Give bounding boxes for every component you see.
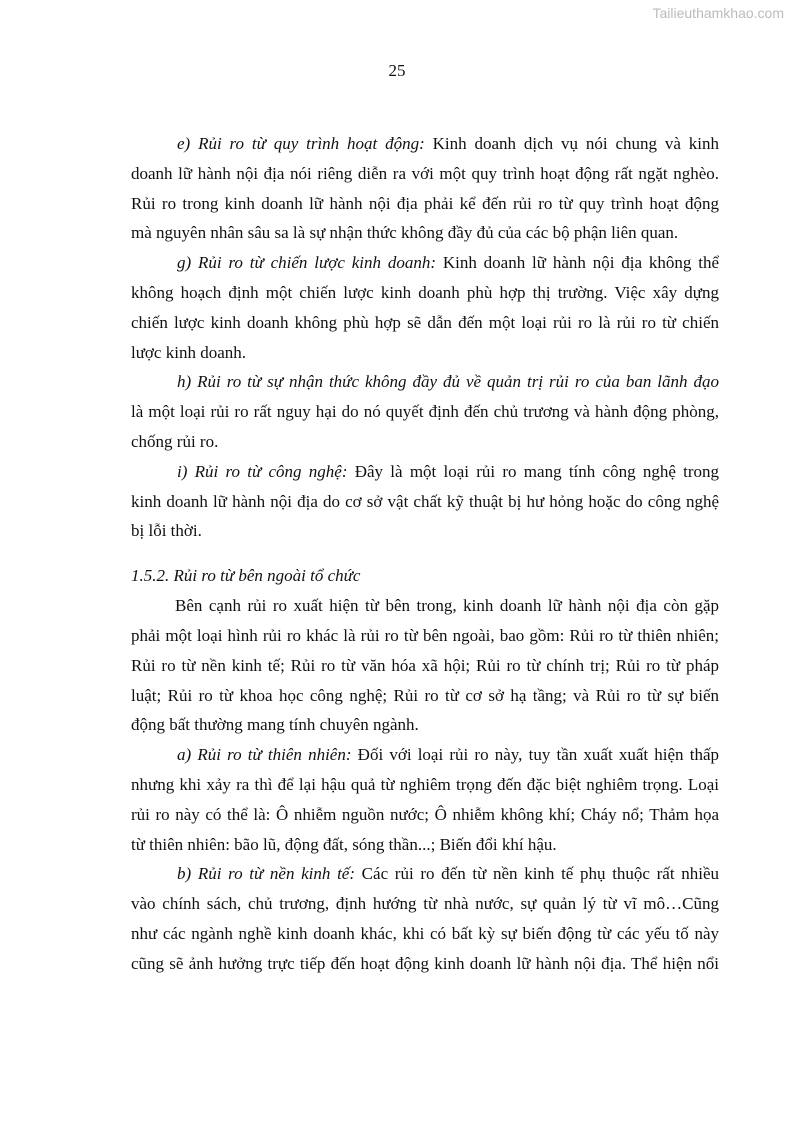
text-line (131, 218, 719, 248)
paragraph-text: Kinh doanh lữ hành nội địa không thể (435, 253, 719, 273)
paragraph-lead: h) Rủi ro từ sự nhận thức không đầy đủ về quản trị rủi ro của ban lãnh đạo (177, 372, 719, 392)
paragraph-text: doanh lữ hành nội địa nói riêng diễn ra với một quy trình hoạt động rất ngặt nghèo. (131, 163, 719, 183)
text-line (131, 427, 719, 457)
paragraph-text: chống rủi ro. (131, 431, 219, 451)
paragraph-text: vào chính sách, chủ trương, định hướng từ nhà nước, sự quản lý từ vĩ mô…Cũng (131, 894, 719, 914)
text-line (131, 859, 719, 889)
section-heading: 1.5.2. Rủi ro từ bên ngoài tổ chức (131, 566, 361, 586)
paragraph-text: rủi ro này có thể là: Ô nhiễm nguồn nước; Ô nhiễm không khí; Cháy nổ; Thảm họa (131, 804, 719, 824)
paragraph-text: từ thiên nhiên: bão lũ, động đất, sóng thần...; Biến đổi khí hậu. (131, 834, 557, 854)
document-body (131, 129, 719, 979)
paragraph (131, 457, 719, 546)
paragraph-text: là một loại rủi ro rất nguy hại do nó quyết định đến chủ trương và hành động phòng, (131, 402, 719, 422)
paragraph (131, 129, 719, 248)
page-number: 25 (388, 61, 406, 80)
text-line (131, 457, 719, 487)
paragraph-text: phải một loại hình rủi ro khác là rủi ro từ bên ngoài, bao gồm: Rủi ro từ thiên nhiên; (131, 625, 719, 645)
paragraph-text: chiến lược kinh doanh không phù hợp sẽ dẫn đến một loại rủi ro là rủi ro từ chiến (131, 312, 719, 332)
text-line (131, 487, 719, 517)
paragraph (131, 859, 719, 978)
paragraph-text: mà nguyên nhân sâu sa là sự nhận thức không đầy đủ của các bộ phận liên quan. (131, 223, 679, 243)
text-line (131, 367, 719, 397)
paragraph-text: Các rủi ro đến từ nền kinh tế phụ thuộc rất nhiều (355, 864, 719, 884)
paragraph-lead: b) Rủi ro từ nền kinh tế: (177, 864, 356, 884)
paragraph-text: không hoạch định một chiến lược kinh doanh phù hợp thị trường. Việc xây dựng (131, 282, 719, 302)
text-line (131, 889, 719, 919)
text-line (131, 189, 719, 219)
text-line (131, 397, 719, 427)
paragraph-lead: a) Rủi ro từ thiên nhiên: (177, 745, 352, 765)
watermark: Tailieuthamkhao.com (652, 5, 784, 21)
paragraph-text: bị lỗi thời. (131, 521, 202, 541)
text-line (131, 159, 719, 189)
paragraph-text: Rủi ro từ nền kinh tế; Rủi ro từ văn hóa xã hội; Rủi ro từ chính trị; Rủi ro từ pháp (131, 655, 719, 675)
text-line (131, 681, 719, 711)
paragraph-text: lược kinh doanh. (131, 342, 246, 362)
paragraph (131, 740, 719, 859)
paragraph (131, 591, 719, 740)
paragraph-text: luật; Rủi ro từ khoa học công nghệ; Rủi ro từ cơ sở hạ tầng; và Rủi ro từ sự biến (131, 685, 719, 705)
paragraph-lead: g) Rủi ro từ chiến lược kinh doanh: (177, 253, 436, 273)
paragraph (131, 248, 719, 367)
text-line (131, 651, 719, 681)
paragraph-text: như các ngành nghề kinh doanh khác, khi có bất kỳ sự biến động từ các yếu tố này (131, 923, 719, 943)
paragraph-text: Đối với loại rủi ro này, tuy tần xuất xuất hiện thấp (351, 745, 719, 765)
paragraph-text: kinh doanh lữ hành nội địa do cơ sở vật chất kỹ thuật bị hư hỏng hoặc do công nghệ (131, 491, 719, 511)
text-line (131, 800, 719, 830)
text-line (131, 591, 719, 621)
text-line (131, 129, 719, 159)
text-line (131, 919, 719, 949)
spacer (131, 546, 719, 561)
text-line (131, 338, 719, 368)
text-line (131, 621, 719, 651)
paragraph-text: nhưng khi xảy ra thì để lại hậu quả từ nghiêm trọng đến đặc biệt nghiêm trọng. Loại (131, 774, 719, 794)
text-line (131, 770, 719, 800)
text-line (131, 830, 719, 860)
paragraph-text: Đây là một loại rủi ro mang tính công nghệ trong (347, 461, 719, 481)
paragraph (131, 367, 719, 456)
text-line (131, 278, 719, 308)
paragraph-text: cũng sẽ ảnh hưởng trực tiếp đến hoạt động kinh doanh lữ hành nội địa. Thể hiện nổi (131, 953, 719, 973)
text-line (131, 248, 719, 278)
text-line (131, 516, 719, 546)
paragraph-text: động bất thường mang tính chuyên ngành. (131, 715, 419, 735)
text-line (131, 949, 719, 979)
paragraph-text: Bên cạnh rủi ro xuất hiện từ bên trong, kinh doanh lữ hành nội địa còn gặp (175, 596, 719, 616)
paragraph-lead: i) Rủi ro từ công nghệ: (177, 461, 348, 481)
paragraph-text: Kinh doanh dịch vụ nói chung và kinh (424, 134, 719, 153)
text-line (131, 740, 719, 770)
text-line (131, 710, 719, 740)
paragraph-text: Rủi ro trong kinh doanh lữ hành nội địa phải kể đến rủi ro từ quy trình hoạt động (131, 193, 719, 213)
text-line (131, 308, 719, 338)
paragraph-lead: e) Rủi ro từ quy trình hoạt động: (177, 134, 425, 153)
